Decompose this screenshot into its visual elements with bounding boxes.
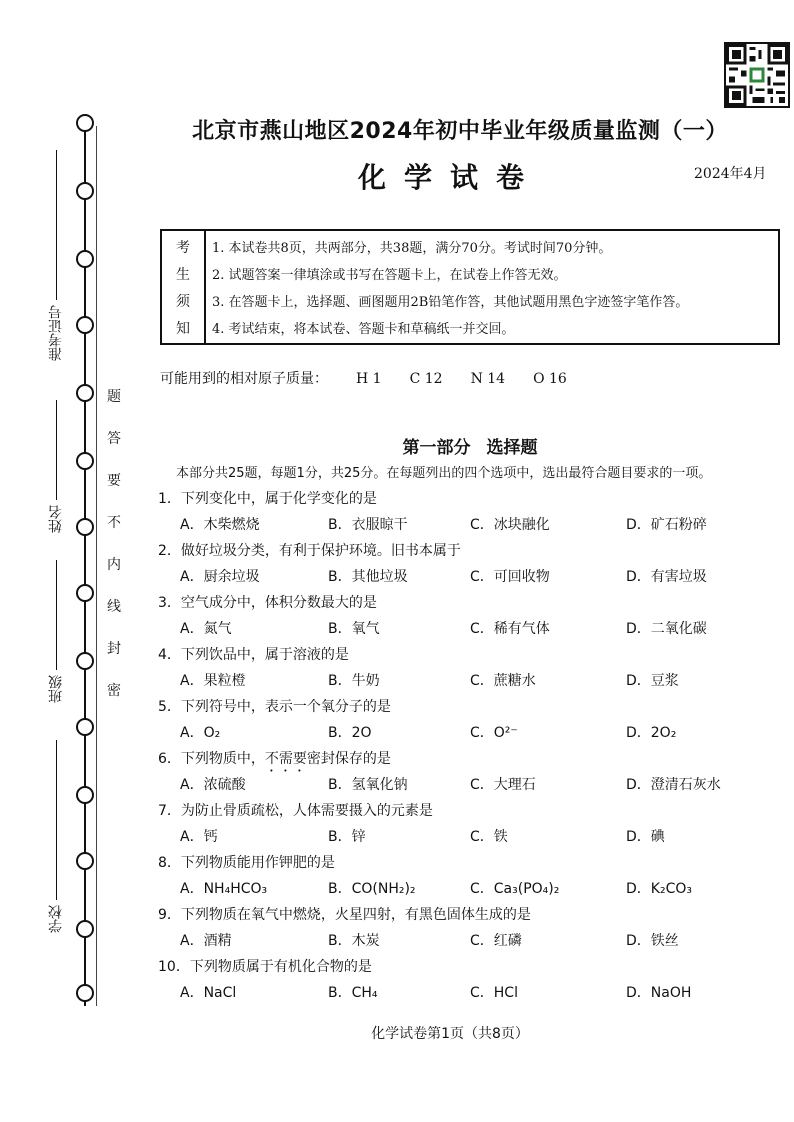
binding-line-inner (96, 126, 97, 1006)
option-b: B．木炭 (328, 933, 380, 949)
binding-hole (76, 920, 94, 938)
notice-label: 考 生 须 知 (162, 231, 206, 343)
question-item (158, 800, 778, 852)
question-item (158, 592, 778, 644)
option-c: C．可回收物 (470, 569, 550, 585)
option-d: D．二氧化碳 (626, 621, 707, 637)
option-a: A．NaCl (180, 985, 237, 1001)
school-line[interactable] (56, 740, 57, 900)
option-c: C．蔗糖水 (470, 673, 536, 689)
option-b: B．其他垃圾 (328, 569, 408, 585)
option-a: A．钙 (180, 829, 218, 845)
option-b: B．CH₄ (328, 985, 378, 1001)
binding-hole (76, 786, 94, 804)
binding-hole (76, 584, 94, 602)
binding-hole (76, 718, 94, 736)
question-stem: 3．空气成分中，体积分数最大的是 (158, 595, 377, 611)
option-d: D．澄清石灰水 (626, 777, 721, 793)
exam-number-line[interactable] (56, 150, 57, 300)
option-a: A．酒精 (180, 933, 232, 949)
option-a: A．NH₄HCO₃ (180, 881, 268, 897)
option-c: C．HCl (470, 985, 518, 1001)
option-c: C．Ca₃(PO₄)₂ (470, 881, 560, 897)
question-stem: 8．下列物质能用作钾肥的是 (158, 855, 335, 871)
binding-hole (76, 518, 94, 536)
question-item (158, 696, 778, 748)
question-item (158, 540, 778, 592)
binding-hole (76, 250, 94, 268)
option-d: D．2O₂ (626, 725, 677, 741)
option-c: C．稀有气体 (470, 621, 550, 637)
atomic-mass: C 12 (409, 371, 443, 387)
exam-title: 北京市燕山地区2024年初中毕业年级质量监测（一） (192, 119, 728, 144)
question-item (158, 904, 778, 956)
option-a: A．氮气 (180, 621, 232, 637)
binding-hole (76, 652, 94, 670)
atomic-masses (160, 368, 567, 388)
exam-date: 2024年4月 (694, 166, 767, 182)
option-d: D．豆浆 (626, 673, 679, 689)
atomic-mass: H 1 (356, 371, 382, 387)
candidate-notice (160, 229, 780, 345)
name-label: 姓名 (48, 505, 64, 533)
option-d: D．有害垃圾 (626, 569, 707, 585)
option-b: B．牛奶 (328, 673, 380, 689)
binding-hole (76, 114, 94, 132)
question-stem: 1．下列变化中，属于化学变化的是 (158, 491, 377, 507)
binding-hole (76, 852, 94, 870)
question-stem: 2．做好垃圾分类，有利于保护环境。旧书本属于 (158, 543, 461, 559)
option-b: B．CO(NH₂)₂ (328, 881, 416, 897)
question-item (158, 488, 778, 540)
option-d: D．NaOH (626, 985, 692, 1001)
qr-code (724, 42, 790, 108)
option-d: D．碘 (626, 829, 665, 845)
notice-rule: 2. 试题答案一律填涂或书写在答题卡上，在试卷上作答无效。 (212, 268, 567, 283)
question-item (158, 852, 778, 904)
option-a: A．果粒橙 (180, 673, 246, 689)
question-list (158, 488, 778, 1008)
part-title: 第一部分 选择题 (402, 438, 538, 458)
question-item (158, 644, 778, 696)
option-a: A．浓硫酸 (180, 777, 246, 793)
option-a: A．O₂ (180, 725, 221, 741)
binding-hole (76, 452, 94, 470)
option-b: B．锌 (328, 829, 366, 845)
question-stem: 7．为防止骨质疏松，人体需要摄入的元素是 (158, 803, 433, 819)
question-stem: 5．下列符号中，表示一个氧分子的是 (158, 699, 391, 715)
page-footer: 化学试卷第1页（共8页） (371, 1026, 529, 1042)
option-c: C．O²⁻ (470, 725, 518, 741)
notice-rule: 4. 考试结束，将本试卷、答题卡和草稿纸一并交回。 (212, 322, 515, 337)
question-item (158, 748, 778, 800)
atomic-masses-label: 可能用到的相对原子质量： (160, 371, 328, 387)
question-stem: 9．下列物质在氧气中燃烧，火星四射，有黑色固体生成的是 (158, 907, 531, 923)
notice-rule: 3. 在答题卡上，选择题、画图题用2B铅笔作答，其他试题用黑色字迹签字笔作答。 (212, 295, 689, 310)
option-d: D．矿石粉碎 (626, 517, 707, 533)
atomic-mass: O 16 (533, 371, 567, 387)
binding-hole (76, 384, 94, 402)
binding-hole (76, 984, 94, 1002)
option-b: B．氧气 (328, 621, 380, 637)
notice-rules (212, 235, 774, 343)
class-label: 班级 (48, 675, 64, 703)
option-b: B．2O (328, 725, 372, 741)
name-line[interactable] (56, 400, 57, 500)
option-b: B．衣服晾干 (328, 517, 408, 533)
exam-number-label: 准考证号 (48, 305, 64, 361)
option-a: A．木柴燃烧 (180, 517, 260, 533)
question-stem: 10．下列物质属于有机化合物的是 (158, 959, 372, 975)
notice-rule: 1. 本试卷共8页，共两部分，共38题，满分70分。考试时间70分钟。 (212, 241, 612, 256)
binding-hole (76, 316, 94, 334)
class-line[interactable] (56, 560, 57, 670)
option-d: D．铁丝 (626, 933, 679, 949)
seal-line-text: 题 答 要 不 内 线 封 密 (107, 389, 121, 699)
option-b: B．氢氧化钠 (328, 777, 408, 793)
option-c: C．红磷 (470, 933, 522, 949)
emphasized-text: 不需要 (264, 751, 307, 767)
option-c: C．大理石 (470, 777, 536, 793)
option-a: A．厨余垃圾 (180, 569, 260, 585)
option-c: C．冰块融化 (470, 517, 550, 533)
question-stem: 6．下列物质中，不需要密封保存的是 (158, 751, 391, 767)
subject-title: 化学试卷 (357, 161, 542, 194)
atomic-mass: N 14 (470, 371, 506, 387)
part-description: 本部分共25题，每题1分，共25分。在每题列出的四个选项中，选出最符合题目要求的一项。 (176, 466, 712, 481)
option-c: C．铁 (470, 829, 508, 845)
question-item (158, 956, 778, 1008)
question-stem: 4．下列饮品中，属于溶液的是 (158, 647, 349, 663)
school-label: 学校 (48, 905, 64, 933)
option-d: D．K₂CO₃ (626, 881, 692, 897)
binding-hole (76, 182, 94, 200)
